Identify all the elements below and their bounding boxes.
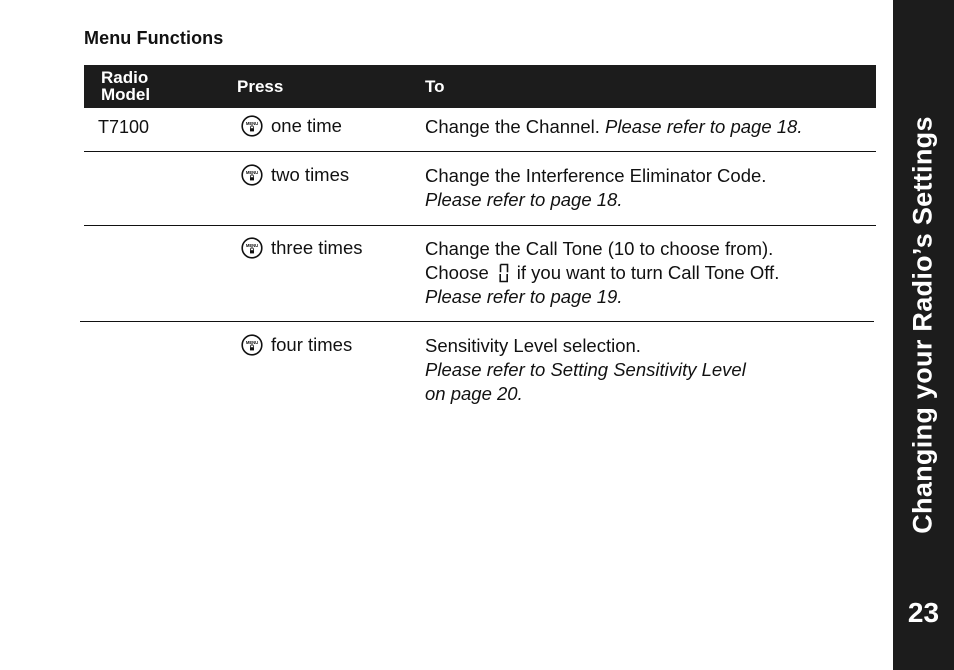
row-action [425,164,766,212]
row-press [241,334,352,356]
page-reference: Please refer to page 19. [425,286,623,307]
menu-button-icon [241,334,263,356]
header-press: Press [237,77,284,96]
row-divider [84,225,876,226]
action-text-line2 [425,261,779,285]
page-reference: Please refer to page 18. [425,189,623,210]
side-tab [893,0,954,670]
page-reference-cont: on page 20. [425,383,523,404]
menu-button-icon [241,237,263,259]
row-action [425,237,779,309]
zero-digit-icon [497,262,511,284]
chapter-title: Changing your Radio’s Settings [907,116,938,534]
page-reference: Please refer to page 18. [605,116,803,137]
header-to: To [425,77,445,96]
row-divider [80,321,874,322]
row-divider [84,151,876,152]
press-count: four times [271,334,353,355]
row-press [241,115,342,137]
svg-text:MENU: MENU [245,121,259,126]
press-count: two times [271,164,350,185]
action-text: Change the Channel. [425,116,600,137]
action-text: Change the Interference Eliminator Code. [425,165,767,186]
row-press [241,237,363,259]
svg-text:MENU: MENU [245,243,259,248]
press-count: three times [271,237,363,258]
svg-text:MENU: MENU [245,170,259,175]
section-title: Menu Functions [84,28,224,48]
row-action [425,334,746,406]
table-header [84,65,876,108]
svg-text:MENU: MENU [245,340,259,345]
row-press [241,164,349,186]
choose-text: Choose [425,262,489,283]
call-tone-off-text: if you want to turn Call Tone Off. [516,262,780,283]
menu-button-icon [241,115,263,137]
page-number: 23 [907,597,940,628]
page-reference: Please refer to Setting Sensitivity Level [425,359,746,380]
row-model: T7100 [98,117,150,137]
action-text: Change the Call Tone (10 to choose from). [425,238,774,259]
press-count: one time [271,115,342,136]
header-radio-model: Radio Model [101,68,151,104]
action-text: Sensitivity Level selection. [425,335,641,356]
menu-button-icon [241,164,263,186]
row-action [425,115,802,139]
